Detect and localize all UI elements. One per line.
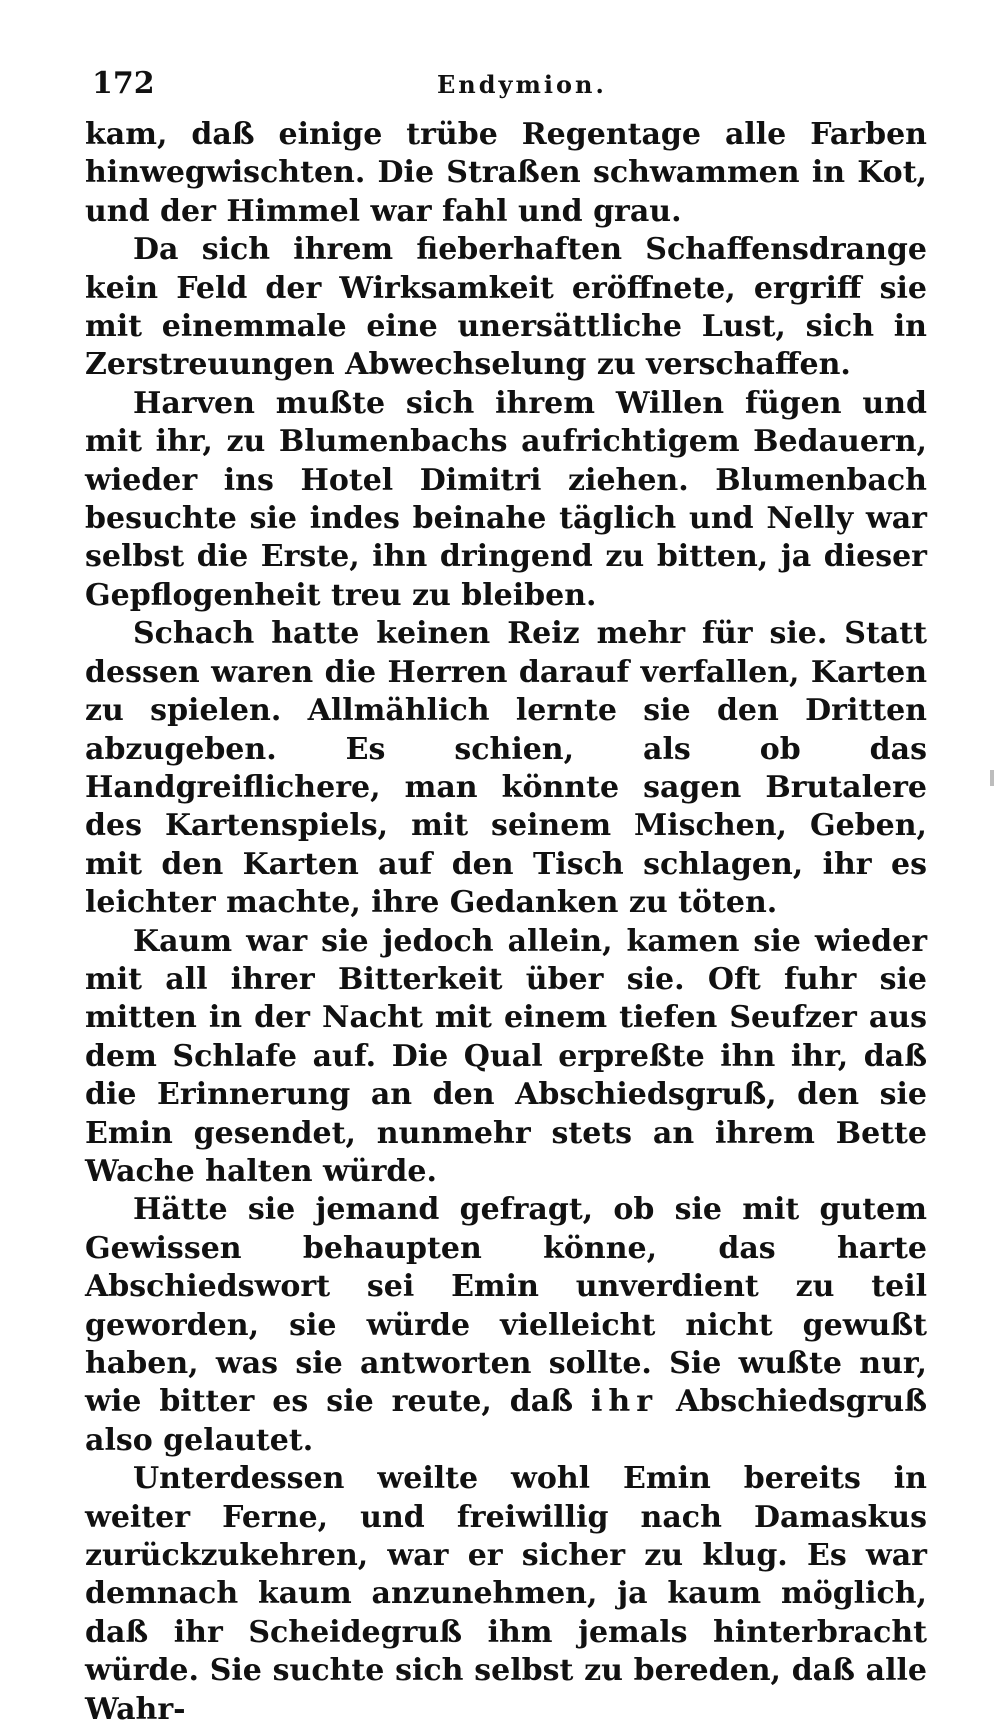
paragraph: Da sich ihrem fieberhaften Schaffensdrange kein Feld der Wirksamkeit eröffnete, ergriff sie mit einemmale eine unersättliche Lust, sich in Zerstreuungen Abwechselung zu verschaffen. — [85, 232, 927, 383]
scan-edge-mark — [990, 770, 994, 786]
running-title: Endymion. — [437, 70, 607, 99]
paragraph: Kaum war sie jedoch allein, kamen sie wieder mit all ihrer Bitterkeit über sie. Oft fuhr sie mitten in der Nacht mit einem tiefen Seufzer aus dem Schlafe auf. Die Qual erpreßte ihn ihr, daß die Erinnerung an den Abschiedsgruß, den sie Emin gesendet, nunmehr stets an ihrem Bette Wache halten würde. — [85, 923, 927, 1189]
paragraph: Unterdessen weilte wohl Emin bereits in weiter Ferne, und freiwillig nach Damaskus zurückzukehren, war er sicher zu klug. Es war demnach kaum anzunehmen, ja kaum möglich, daß ihr Scheidegruß ihm jemals hinterbracht würde. Sie suchte sich selbst zu bereden, daß alle Wahr- — [85, 1461, 927, 1727]
paragraph-with-emphasis — [85, 1191, 927, 1460]
body-text — [85, 116, 927, 1729]
paragraph-text-end: Abschiedsgruß also gelautet. — [85, 1384, 927, 1458]
emphasized-word: ihr — [591, 1384, 659, 1420]
page-number: 172 — [92, 66, 155, 101]
paragraph: Harven mußte sich ihrem Willen fügen und mit ihr, zu Blumenbachs aufrichtigem Bedauern, wieder ins Hotel Dimitri ziehen. Blumenbach besuchte sie indes beinahe täglich und Nelly war selbst die Erste, ihn dringend zu bitten, ja dieser Gepflogenheit treu zu bleiben. — [85, 385, 927, 613]
paragraph-text-start: Hätte sie jemand gefragt, ob sie mit gutem Gewissen behaupten könne, das harte Abschiedswort sei Emin unverdient zu teil geworden, sie würde vielleicht nicht gewußt haben, was sie antworten sollte. Sie wußte nur, wie bitter es sie reute, daß — [85, 1192, 927, 1420]
page-header — [92, 68, 932, 108]
paragraph: Schach hatte keinen Reiz mehr für sie. Statt dessen waren die Herren darauf verfallen, Karten zu spielen. Allmählich lernte sie den Dritten abzugeben. Es schien, als ob das Handgreiflichere, man könnte sagen Brutalere des Kartenspiels, mit seinem Mischen, Geben, mit den Karten auf den Tisch schlagen, ihr es leichter machte, ihre Gedanken zu töten. — [85, 616, 927, 921]
paragraph-continuation: kam, daß einige trübe Regentage alle Farben hinwegwischten. Die Straßen schwammen in Kot, und der Himmel war fahl und grau. — [85, 117, 927, 229]
